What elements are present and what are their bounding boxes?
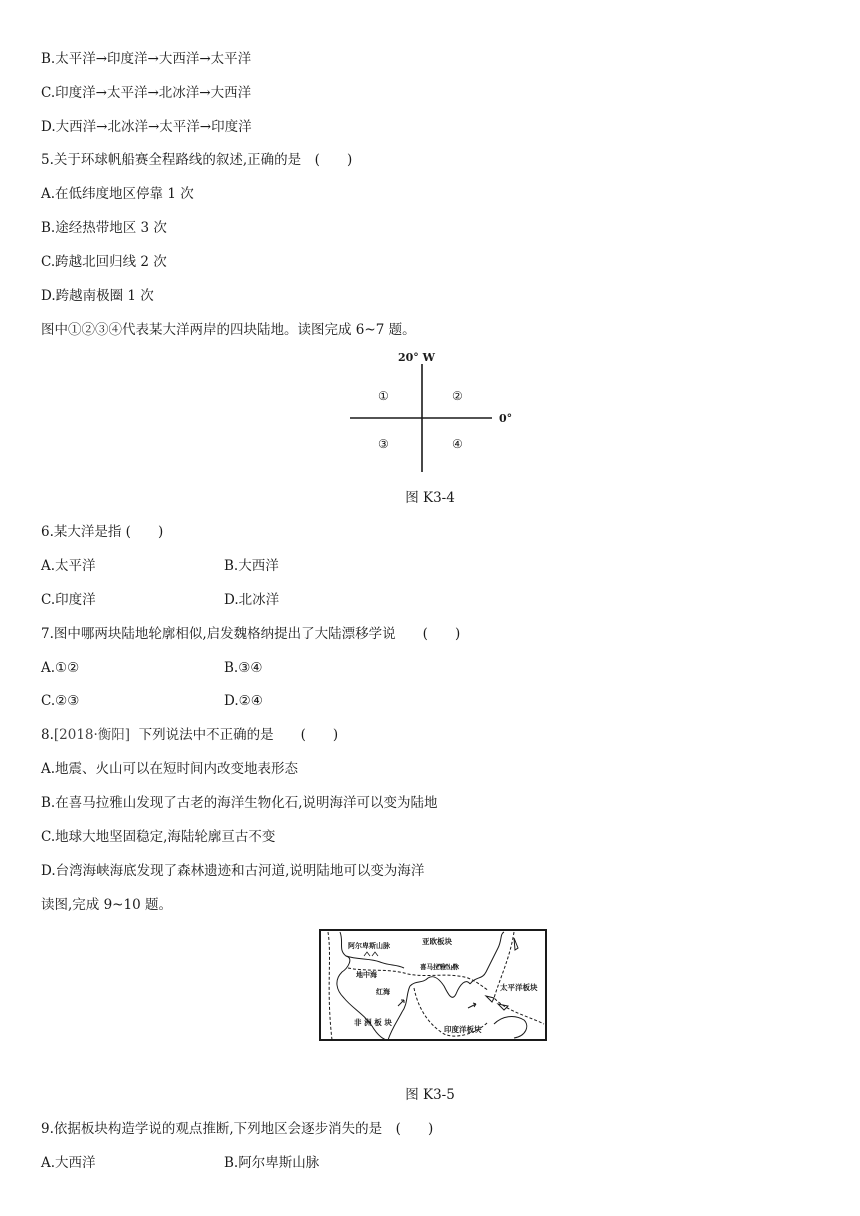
q6-option-c: C.印度洋 <box>41 592 96 608</box>
q7-option-a: A.①② <box>41 660 80 676</box>
q5-option-b: B.途经热带地区 3 次 <box>41 220 167 236</box>
q8-option-d: D.台湾海峡海底发现了森林遗迹和古河道,说明陆地可以变为海洋 <box>41 863 425 879</box>
lat-label: 0° <box>499 412 513 425</box>
label-pacific-plate: 太平洋板块 <box>500 983 538 992</box>
q9-option-a: A.大西洋 <box>41 1155 96 1171</box>
figure-k3-4-caption: 图 K3-4 <box>405 490 455 506</box>
lon-label: 20° W <box>398 351 435 364</box>
q5-option-a: A.在低纬度地区停靠 1 次 <box>41 186 194 202</box>
q7-stem: 7.图中哪两块陆地轮廓相似,启发魏格纳提出了大陆漂移学说 ( ) <box>41 626 461 642</box>
figure-k3-5-caption: 图 K3-5 <box>405 1087 455 1103</box>
q4-option-d: D.大西洋→北冰洋→太平洋→印度洋 <box>41 119 252 135</box>
land-3: ③ <box>378 437 389 451</box>
q8-number: 8. <box>41 727 54 743</box>
q8-option-a: A.地震、火山可以在短时间内改变地表形态 <box>41 761 299 777</box>
q7-option-d: D.②④ <box>224 693 263 709</box>
label-eurasian-plate: 亚欧板块 <box>422 937 452 946</box>
q7-option-c: C.②③ <box>41 693 80 709</box>
q8-source: [2018·衡阳] <box>53 727 131 743</box>
land-4: ④ <box>452 437 463 451</box>
q6-option-d: D.北冰洋 <box>224 592 280 608</box>
intro-6-7: 图中①②③④代表某大洋两岸的四块陆地。读图完成 6~7 题。 <box>41 322 416 338</box>
land-1: ① <box>378 389 389 403</box>
q6-stem: 6.某大洋是指 ( ) <box>41 524 164 540</box>
q4-option-b: B.太平洋→印度洋→大西洋→太平洋 <box>41 51 252 67</box>
label-himalaya: 喜马拉雅山脉 <box>420 963 459 971</box>
q5-option-c: C.跨越北回归线 2 次 <box>41 254 167 270</box>
q9-stem: 9.依据板块构造学说的观点推断,下列地区会逐步消失的是 ( ) <box>41 1121 434 1137</box>
figure-k3-4 <box>340 348 520 474</box>
q8-option-b: B.在喜马拉雅山发现了古老的海洋生物化石,说明海洋可以变为陆地 <box>41 795 438 811</box>
label-alps: 阿尔卑斯山脉 <box>348 941 390 950</box>
q8-stem-line <box>41 726 338 744</box>
label-mediterranean: 地中海 <box>356 970 377 979</box>
q8-option-c: C.地球大地坚固稳定,海陆轮廓亘古不变 <box>41 829 276 845</box>
q7-option-b: B.③④ <box>224 660 263 676</box>
q8-stem: 下列说法中不正确的是 ( ) <box>130 727 339 743</box>
q6-option-a: A.太平洋 <box>41 558 96 574</box>
q5-stem: 5.关于环球帆船赛全程路线的叙述,正确的是 ( ) <box>41 152 353 168</box>
figure-k3-5 <box>318 928 548 1042</box>
label-african-plate: 非 洲 板 块 <box>354 1018 392 1027</box>
land-2: ② <box>452 389 463 403</box>
intro-9-10: 读图,完成 9~10 题。 <box>41 897 172 913</box>
q4-option-c: C.印度洋→太平洋→北冰洋→大西洋 <box>41 85 252 101</box>
q5-option-d: D.跨越南极圈 1 次 <box>41 288 154 304</box>
label-indian-plate: 印度洋板块 <box>444 1025 482 1034</box>
label-red-sea: 红海 <box>376 987 390 996</box>
q9-option-b: B.阿尔卑斯山脉 <box>224 1155 320 1171</box>
q6-option-b: B.大西洋 <box>224 558 279 574</box>
